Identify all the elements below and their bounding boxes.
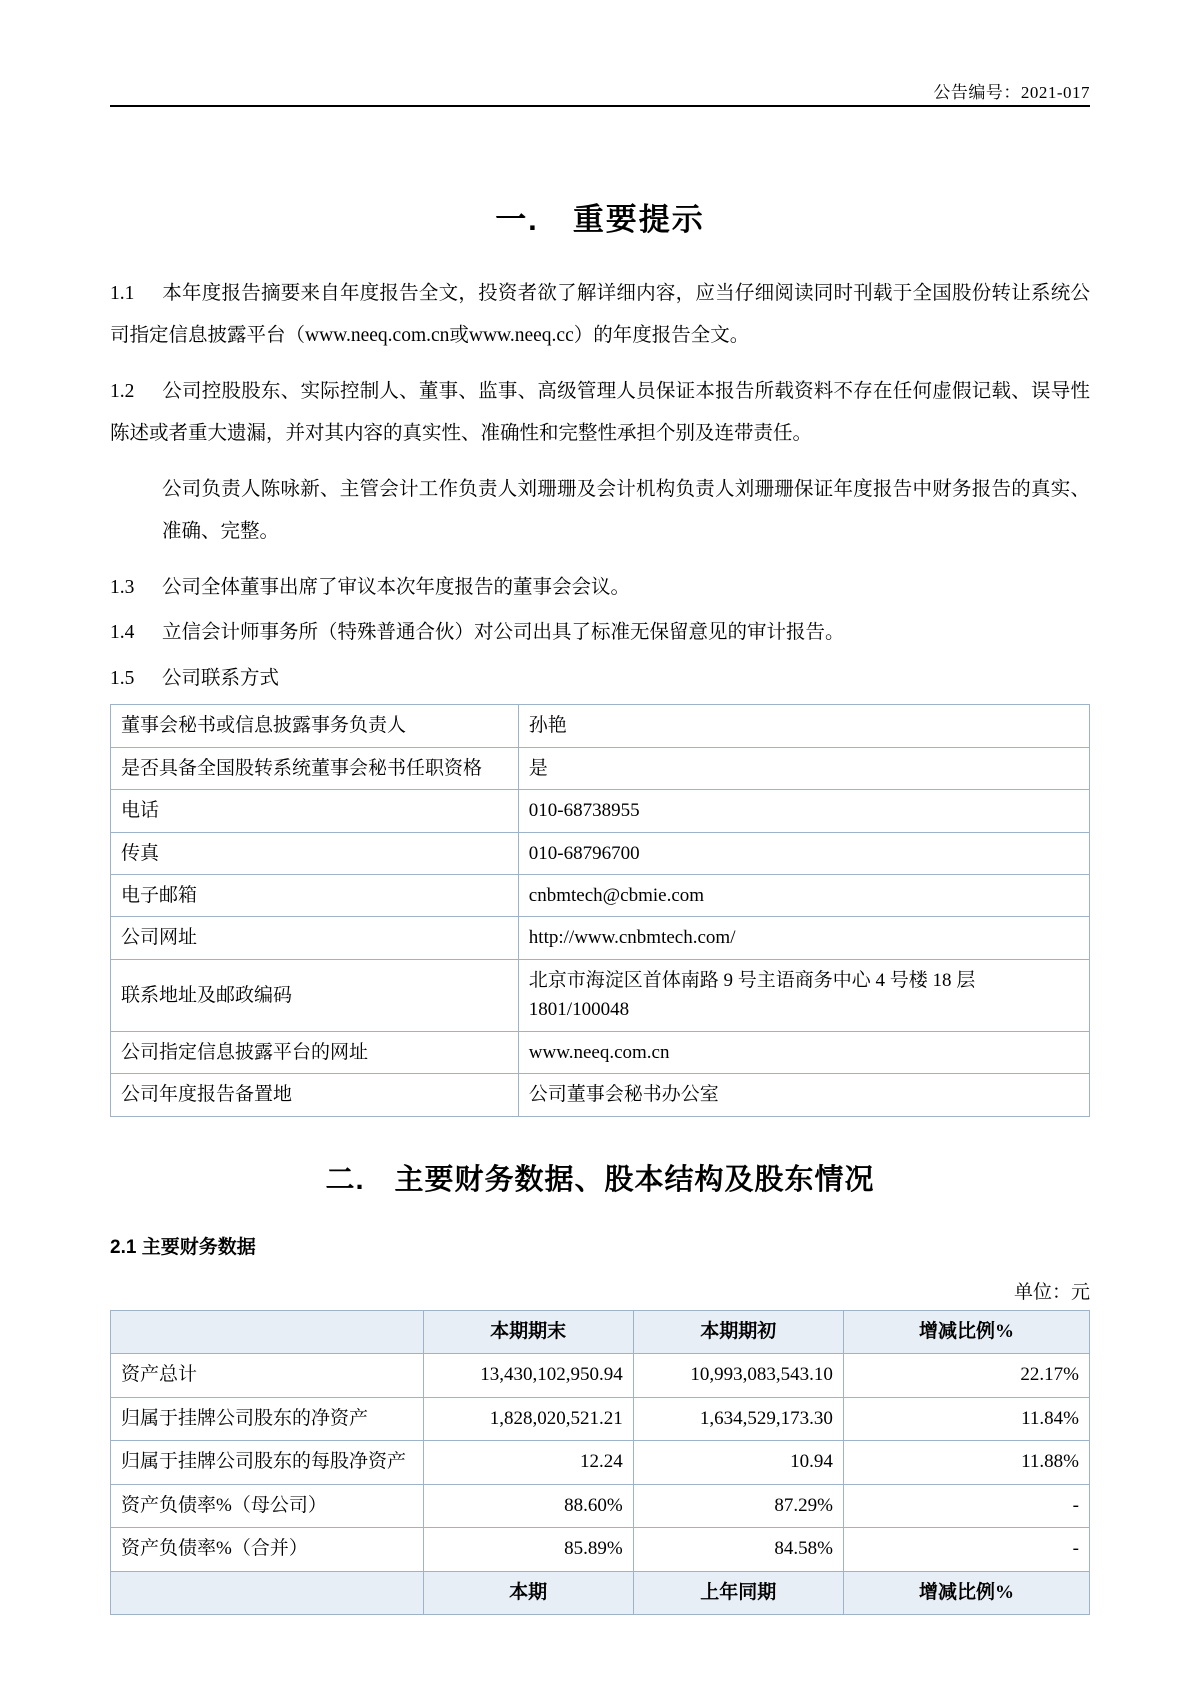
cell-value: 10.94	[633, 1441, 843, 1485]
announcement-number: 公告编号：2021-017	[933, 83, 1090, 102]
table-row	[111, 1074, 1090, 1116]
contact-label: 是否具备全国股转系统董事会秘书任职资格	[111, 747, 519, 789]
paragraph-1-2-index: 1.2	[110, 380, 135, 402]
table-row	[111, 832, 1090, 874]
cell-value: 22.17%	[843, 1354, 1089, 1398]
paragraph-1-1-index: 1.1	[110, 283, 135, 304]
section-2-number: 二.	[325, 1163, 365, 1196]
contact-value: 公司董事会秘书办公室	[518, 1074, 1089, 1116]
paragraph-1-3	[110, 567, 1090, 609]
row-label: 资产总计	[111, 1354, 424, 1398]
contact-value: 010-68738955	[518, 790, 1089, 832]
contact-label: 传真	[111, 832, 519, 874]
column-header-blank-2	[111, 1571, 424, 1615]
company-contact-table	[110, 704, 1090, 1116]
unit-label: 单位：元	[1013, 1281, 1090, 1303]
contact-label: 电话	[111, 790, 519, 832]
table-row	[111, 1484, 1090, 1528]
contact-label: 电子邮箱	[111, 875, 519, 917]
contact-label: 联系地址及邮政编码	[111, 959, 519, 1031]
document-content	[110, 170, 1090, 1615]
paragraph-1-5-text: 公司联系方式	[162, 668, 280, 690]
contact-label: 公司网址	[111, 917, 519, 959]
contact-value: www.neeq.com.cn	[518, 1031, 1089, 1073]
paragraph-1-1-text: 本年度报告摘要来自年度报告全文，投资者欲了解详细内容，应当仔细阅读同时刊载于全国股份转让系统公司指定信息披露平台（www.neeq.com.cn或www.neeq.cc）的年度报告全文。	[110, 283, 1090, 346]
table-row	[111, 1441, 1090, 1485]
contact-label: 公司年度报告备置地	[111, 1074, 519, 1116]
paragraph-1-3-index: 1.3	[110, 576, 135, 598]
paragraph-1-5-index: 1.5	[110, 668, 135, 690]
cell-value: 12.24	[423, 1441, 633, 1485]
table-row	[111, 1354, 1090, 1398]
cell-value: 1,634,529,173.30	[633, 1397, 843, 1441]
paragraph-1-2	[110, 371, 1090, 455]
paragraph-1-4	[110, 612, 1090, 654]
contact-value: 010-68796700	[518, 832, 1089, 874]
column-header-prior-period: 上年同期	[633, 1571, 843, 1615]
table-header-row	[111, 1310, 1090, 1354]
paragraph-1-3-text: 公司全体董事出席了审议本次年度报告的董事会会议。	[162, 576, 631, 598]
cell-value: 11.84%	[843, 1397, 1089, 1441]
cell-value: 10,993,083,543.10	[633, 1354, 843, 1398]
contact-value: http://www.cnbmtech.com/	[518, 917, 1089, 959]
cell-value: 84.58%	[633, 1528, 843, 1572]
row-label: 资产负债率%（母公司）	[111, 1484, 424, 1528]
column-header-blank	[111, 1310, 424, 1354]
column-header-period-start: 本期期初	[633, 1310, 843, 1354]
contact-label: 董事会秘书或信息披露事务负责人	[111, 705, 519, 747]
cell-value: 87.29%	[633, 1484, 843, 1528]
contact-value: 是	[518, 747, 1089, 789]
column-header-current-period: 本期	[423, 1571, 633, 1615]
section-2-title	[110, 1157, 1090, 1198]
paragraph-1-1	[110, 273, 1090, 357]
paragraph-1-2-continued: 公司负责人陈咏新、主管会计工作负责人刘珊珊及会计机构负责人刘珊珊保证年度报告中财务报告的真实、准确、完整。	[162, 478, 1090, 542]
subsection-2-1-title: 2.1 主要财务数据	[110, 1236, 256, 1258]
table-row	[111, 1528, 1090, 1572]
contact-value: 北京市海淀区首体南路 9 号主语商务中心 4 号楼 18 层 1801/100048	[518, 959, 1089, 1031]
paragraph-1-5	[110, 658, 1090, 700]
paragraph-1-2-text: 公司控股股东、实际控制人、董事、监事、高级管理人员保证本报告所载资料不存在任何虚假记载、误导性陈述或者重大遗漏，并对其内容的真实性、准确性和完整性承担个别及连带责任。	[110, 380, 1090, 444]
contact-value: cnbmtech@cbmie.com	[518, 875, 1089, 917]
cell-value: 11.88%	[843, 1441, 1089, 1485]
table-row	[111, 747, 1090, 789]
table-row	[111, 1397, 1090, 1441]
header-divider	[110, 105, 1090, 107]
row-label: 归属于挂牌公司股东的每股净资产	[111, 1441, 424, 1485]
section-1-label: 重要提示	[572, 202, 705, 237]
paragraph-1-4-index: 1.4	[110, 622, 135, 644]
cell-value: 13,430,102,950.94	[423, 1354, 633, 1398]
cell-value: 85.89%	[423, 1528, 633, 1572]
contact-value: 孙艳	[518, 705, 1089, 747]
financial-summary-table	[110, 1310, 1090, 1616]
section-2-label: 主要财务数据、股本结构及股东情况	[394, 1163, 875, 1196]
contact-label: 公司指定信息披露平台的网址	[111, 1031, 519, 1073]
column-header-change: 增减比例%	[843, 1310, 1089, 1354]
paragraph-1-4-text: 立信会计师事务所（特殊普通合伙）对公司出具了标准无保留意见的审计报告。	[162, 622, 845, 644]
cell-value: -	[843, 1484, 1089, 1528]
cell-value: -	[843, 1528, 1089, 1572]
column-header-period-end: 本期期末	[423, 1310, 633, 1354]
table-row	[111, 959, 1090, 1031]
table-row	[111, 790, 1090, 832]
cell-value: 1,828,020,521.21	[423, 1397, 633, 1441]
table-row	[111, 1031, 1090, 1073]
section-1-number: 一.	[495, 202, 539, 237]
table-row	[111, 705, 1090, 747]
cell-value: 88.60%	[423, 1484, 633, 1528]
row-label: 归属于挂牌公司股东的净资产	[111, 1397, 424, 1441]
section-1-title	[110, 194, 1090, 239]
table-row	[111, 917, 1090, 959]
table-row	[111, 875, 1090, 917]
row-label: 资产负债率%（合并）	[111, 1528, 424, 1572]
column-header-change-2: 增减比例%	[843, 1571, 1089, 1615]
table-secondary-header-row	[111, 1571, 1090, 1615]
